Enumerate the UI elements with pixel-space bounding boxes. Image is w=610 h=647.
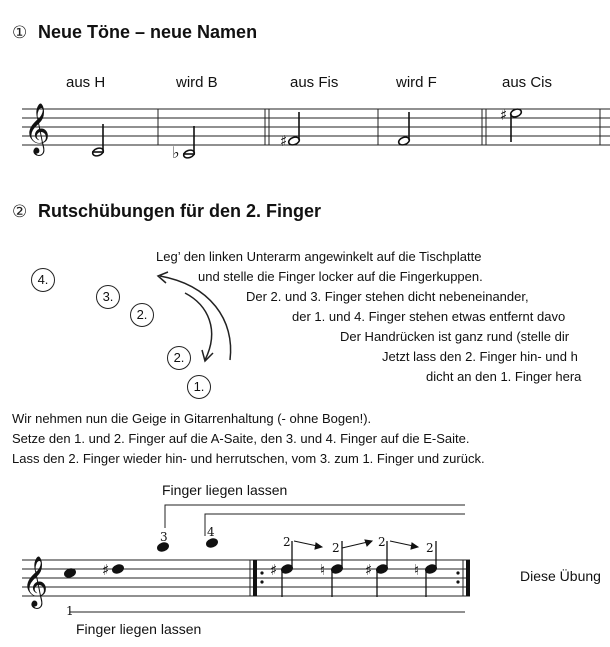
finger-circle: 1. [187, 375, 211, 399]
section-title: Rutschübungen für den 2. Finger [38, 201, 321, 221]
finger-circle: 3. [96, 285, 120, 309]
instruction-line: Der 2. und 3. Finger stehen dicht nebeneinander, [246, 289, 529, 304]
fingering-number: 2 [426, 541, 434, 555]
svg-text:♯: ♯ [280, 132, 288, 150]
finger-circle: 4. [31, 268, 55, 292]
fingering-number: 4 [207, 525, 215, 539]
instruction-line: der 1. und 4. Finger stehen etwas entfernt davo [292, 309, 566, 324]
side-text: Diese Übung [520, 568, 601, 584]
section-title: Neue Töne – neue Namen [38, 22, 258, 42]
note-label: aus H [66, 74, 106, 91]
body-line: Setze den 1. und 2. Finger auf die A-Saite, den 3. und 4. Finger auf die E-Saite. [12, 431, 470, 446]
finger-hold-label: Finger liegen lassen [162, 482, 288, 498]
fingering-number: 2 [378, 535, 386, 549]
note-label: wird F [396, 74, 437, 91]
note-label: aus Fis [290, 74, 339, 91]
note-label: wird B [176, 74, 218, 91]
body-line: Wir nehmen nun die Geige in Gitarrenhaltung (- ohne Bogen!). [12, 411, 372, 426]
instruction-line: Der Handrücken ist ganz rund (stelle dir [340, 329, 570, 344]
svg-text:♯: ♯ [270, 561, 278, 579]
section-number: ② [12, 202, 28, 221]
svg-text:♯: ♯ [365, 561, 373, 579]
fingering-number: 2 [332, 541, 340, 555]
svg-text:♯: ♯ [102, 561, 110, 579]
instruction-line: und stelle die Finger locker auf die Fingerkuppen. [198, 269, 483, 284]
finger-hold-label: Finger liegen lassen [76, 621, 202, 637]
fingering-number: 1 [66, 604, 74, 618]
body-line: Lass den 2. Finger wieder hin- und herrutschen, vom 3. zum 1. Finger und zurück. [12, 451, 485, 466]
instruction-line: dicht an den 1. Finger hera [426, 369, 582, 384]
finger-circle: 2. [130, 303, 154, 327]
treble-clef-icon: 𝄞 [24, 103, 51, 154]
instruction-line: Leg’ den linken Unterarm angewinkelt auf die Tischplatte [156, 249, 482, 264]
finger-circle: 2. [167, 346, 191, 370]
svg-text:♮: ♮ [414, 561, 420, 579]
svg-text:♮: ♮ [320, 561, 326, 579]
note-label: aus Cis [502, 74, 553, 91]
instruction-line: Jetzt lass den 2. Finger hin- und h [382, 349, 578, 364]
fingering-number: 3 [160, 530, 168, 544]
svg-text:♭: ♭ [172, 143, 180, 162]
svg-text:♯: ♯ [500, 106, 508, 124]
treble-clef-icon: 𝄞 [22, 556, 49, 607]
section-number: ① [12, 23, 28, 42]
fingering-number: 2 [283, 535, 291, 549]
